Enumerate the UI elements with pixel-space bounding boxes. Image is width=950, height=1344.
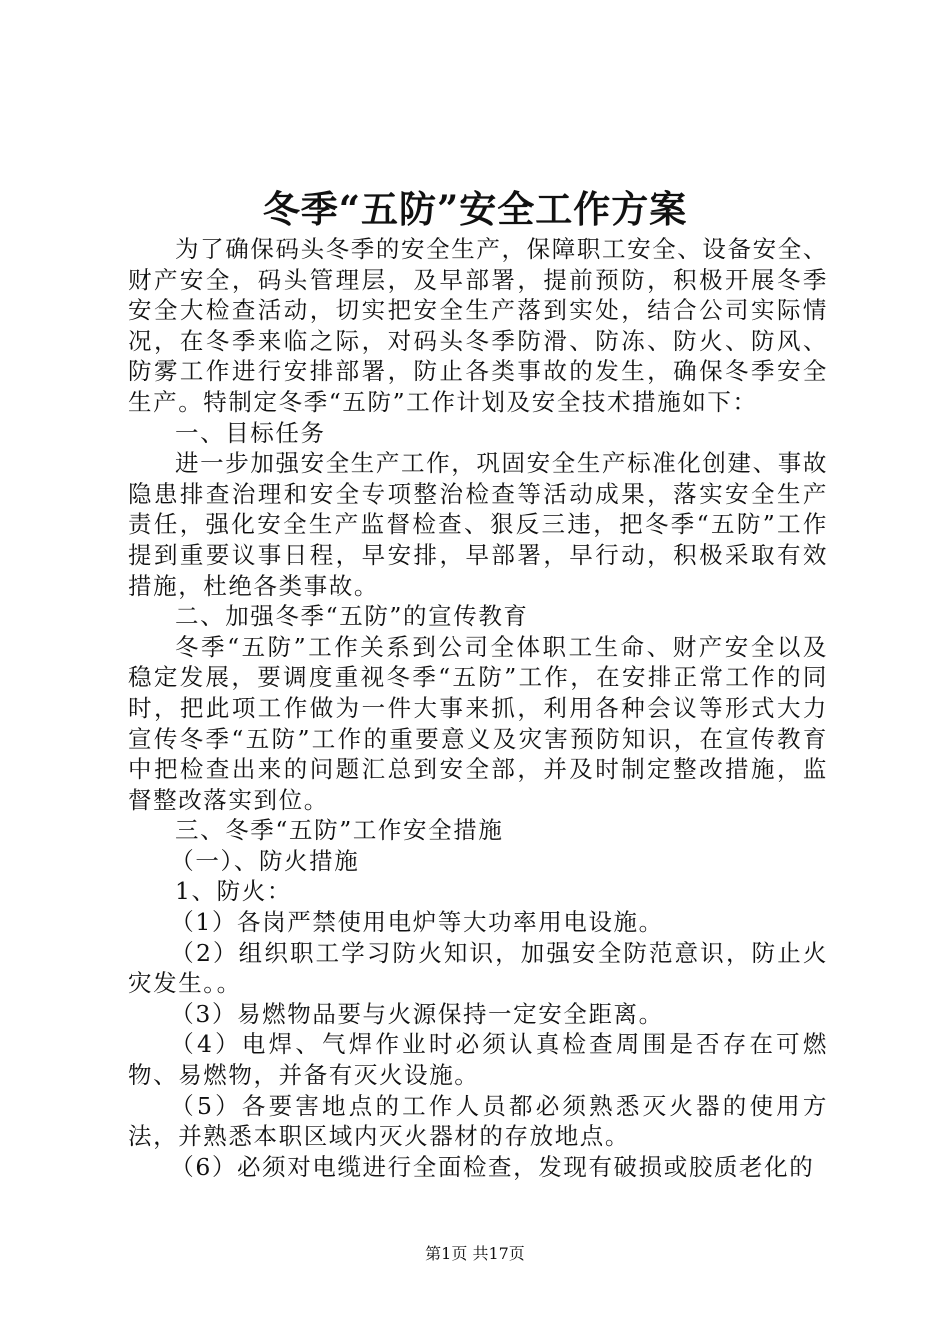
fire-rule-5: （5）各要害地点的工作人员都必须熟悉灭火器的使用方法，并熟悉本职区域内灭火器材的存放地点。 [128, 1091, 828, 1151]
document-body [128, 234, 828, 1182]
paragraph-education: 冬季“五防”工作关系到公司全体职工生命、财产安全以及稳定发展，要调度重视冬季“五防”工作，在安排正常工作的同时，把此项工作做为一件大事来抓，利用各种会议等形式大力宣传冬季“五防”工作的重要意义及灾害预防知识，在宣传教育中把检查出来的问题汇总到安全部，并及时制定整改措施，监督整改落实到位。 [128, 632, 828, 814]
paragraph-goals: 进一步加强安全生产工作，巩固安全生产标准化创建、事故隐患排查治理和安全专项整治检查等活动成果，落实安全生产责任，强化安全生产监督检查、狠反三违，把冬季“五防”工作提到重要议事日程，早安排，早部署，早行动，积极采取有效措施，杜绝各类事故。 [128, 449, 828, 600]
fire-rule-4: （4）电焊、气焊作业时必须认真检查周围是否存在可燃物、易燃物，并备有灭火设施。 [128, 1030, 828, 1090]
heading-goals: 一、目标任务 [175, 418, 326, 447]
fire-rule-2: （2）组织职工学习防火知识，加强安全防范意识，防止火灾发生。。 [128, 938, 828, 998]
fire-rule-3: （3）易燃物品要与火源保持一定安全距离。 [170, 999, 664, 1028]
fire-rule-1: （1）各岗严禁使用电炉等大功率用电设施。 [170, 908, 664, 937]
heading-education: 二、加强冬季“五防”的宣传教育 [175, 602, 529, 631]
heading-measures: 三、冬季“五防”工作安全措施 [175, 816, 504, 845]
paragraph-intro: 为了确保码头冬季的安全生产，保障职工安全、设备安全、财产安全，码头管理层，及早部署，提前预防，积极开展冬季安全大检查活动，切实把安全生产落到实处，结合公司实际情况，在冬季来临之际，对码头冬季防滑、防冻、防火、防风、防雾工作进行安排部署，防止各类事故的发生，确保冬季安全生产。特制定冬季“五防”工作计划及安全技术措施如下： [128, 235, 828, 416]
page-footer: 第1页 共17页 [425, 1244, 525, 1263]
item-fire: 1、防火： [175, 877, 292, 906]
fire-rule-6: （6）必须对电缆进行全面检查，发现有破损或胶质老化的 [170, 1152, 815, 1181]
document-title: 冬季“五防”安全工作方案 [262, 187, 688, 231]
subheading-fire-measures: （一）、防火措施 [170, 846, 360, 875]
